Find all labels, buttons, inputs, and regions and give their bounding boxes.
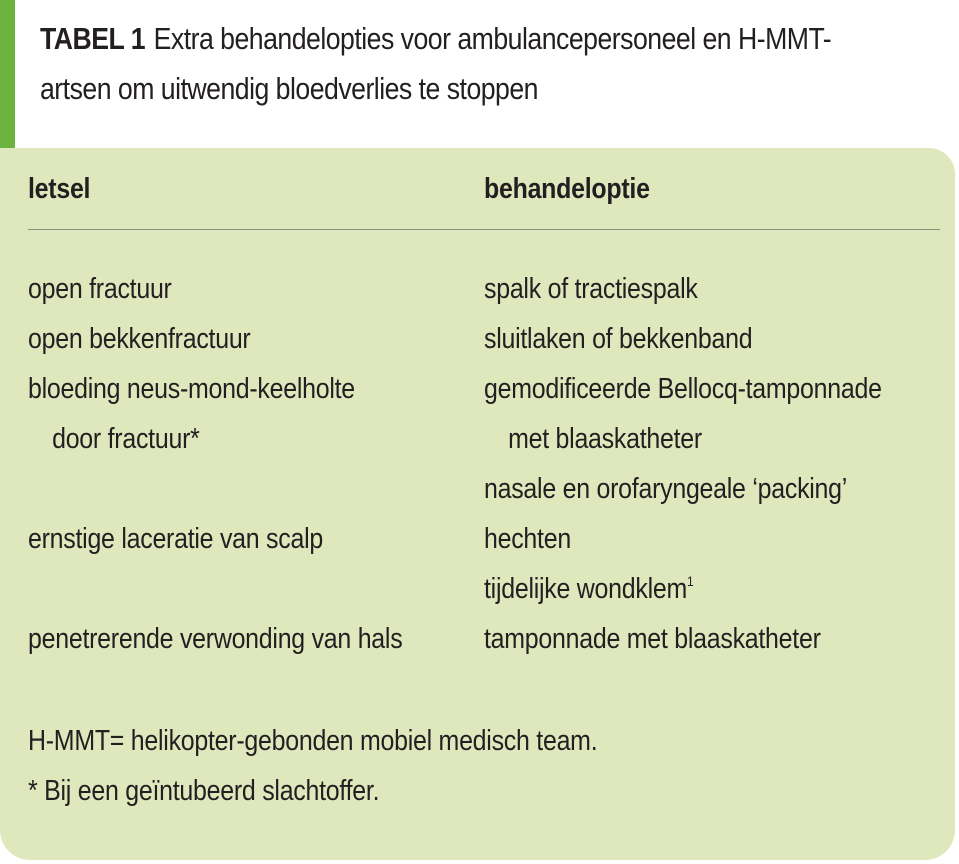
header-divider xyxy=(28,229,940,230)
cell-letsel: penetrerende verwonding van hals xyxy=(28,623,403,655)
cell-letsel: bloeding neus-mond-keelholte xyxy=(28,373,355,405)
table-label: TABEL 1 xyxy=(40,21,146,56)
cell-behandeloptie: gemodificeerde Bellocq-tamponnade xyxy=(484,373,882,405)
footnote-abbreviation: H-MMT= helikopter-gebonden mobiel medisch team. xyxy=(28,725,598,757)
header-letsel: letsel xyxy=(28,173,91,205)
cell-letsel: open fractuur xyxy=(28,273,172,305)
cell-behandeloptie: hechten xyxy=(484,523,571,555)
cell-behandeloptie: spalk of tractiespalk xyxy=(484,273,698,305)
table-row xyxy=(28,614,955,664)
table-panel xyxy=(0,148,955,860)
cell-letsel: door fractuur* xyxy=(52,423,200,455)
table-row xyxy=(28,464,955,514)
cell-behandeloptie: met blaaskatheter xyxy=(508,423,702,455)
cell-behandeloptie: tamponnade met blaaskatheter xyxy=(484,623,821,655)
table-row xyxy=(28,264,955,314)
table-header-row xyxy=(28,164,955,214)
title-line-1 xyxy=(40,14,952,64)
table-row xyxy=(28,414,955,464)
header-behandeloptie: behandeloptie xyxy=(484,173,650,205)
cell-behandeloptie: nasale en orofaryngeale ‘packing’ xyxy=(484,473,848,505)
footnote-asterisk: * Bij een geïntubeerd slachtoffer. xyxy=(28,775,380,807)
table-row xyxy=(28,564,955,614)
cell-letsel: ernstige laceratie van scalp xyxy=(28,523,323,555)
title-line-2: artsen om uitwendig bloedverlies te stoppen xyxy=(40,71,539,106)
title-text-1: Extra behandelopties voor ambulancepersoneel en H-MMT- xyxy=(153,21,832,56)
table-title xyxy=(40,14,952,114)
cell-behandeloptie: sluitlaken of bekkenband xyxy=(484,323,753,355)
table-row xyxy=(28,364,955,414)
cell-letsel: open bekkenfractuur xyxy=(28,323,251,355)
table-row xyxy=(28,514,955,564)
footnote-reference: 1 xyxy=(687,573,694,589)
cell-behandeloptie xyxy=(484,564,693,614)
table-row xyxy=(28,314,955,364)
cell-text: tijdelijke wondklem xyxy=(484,573,688,605)
accent-bar xyxy=(0,0,15,148)
